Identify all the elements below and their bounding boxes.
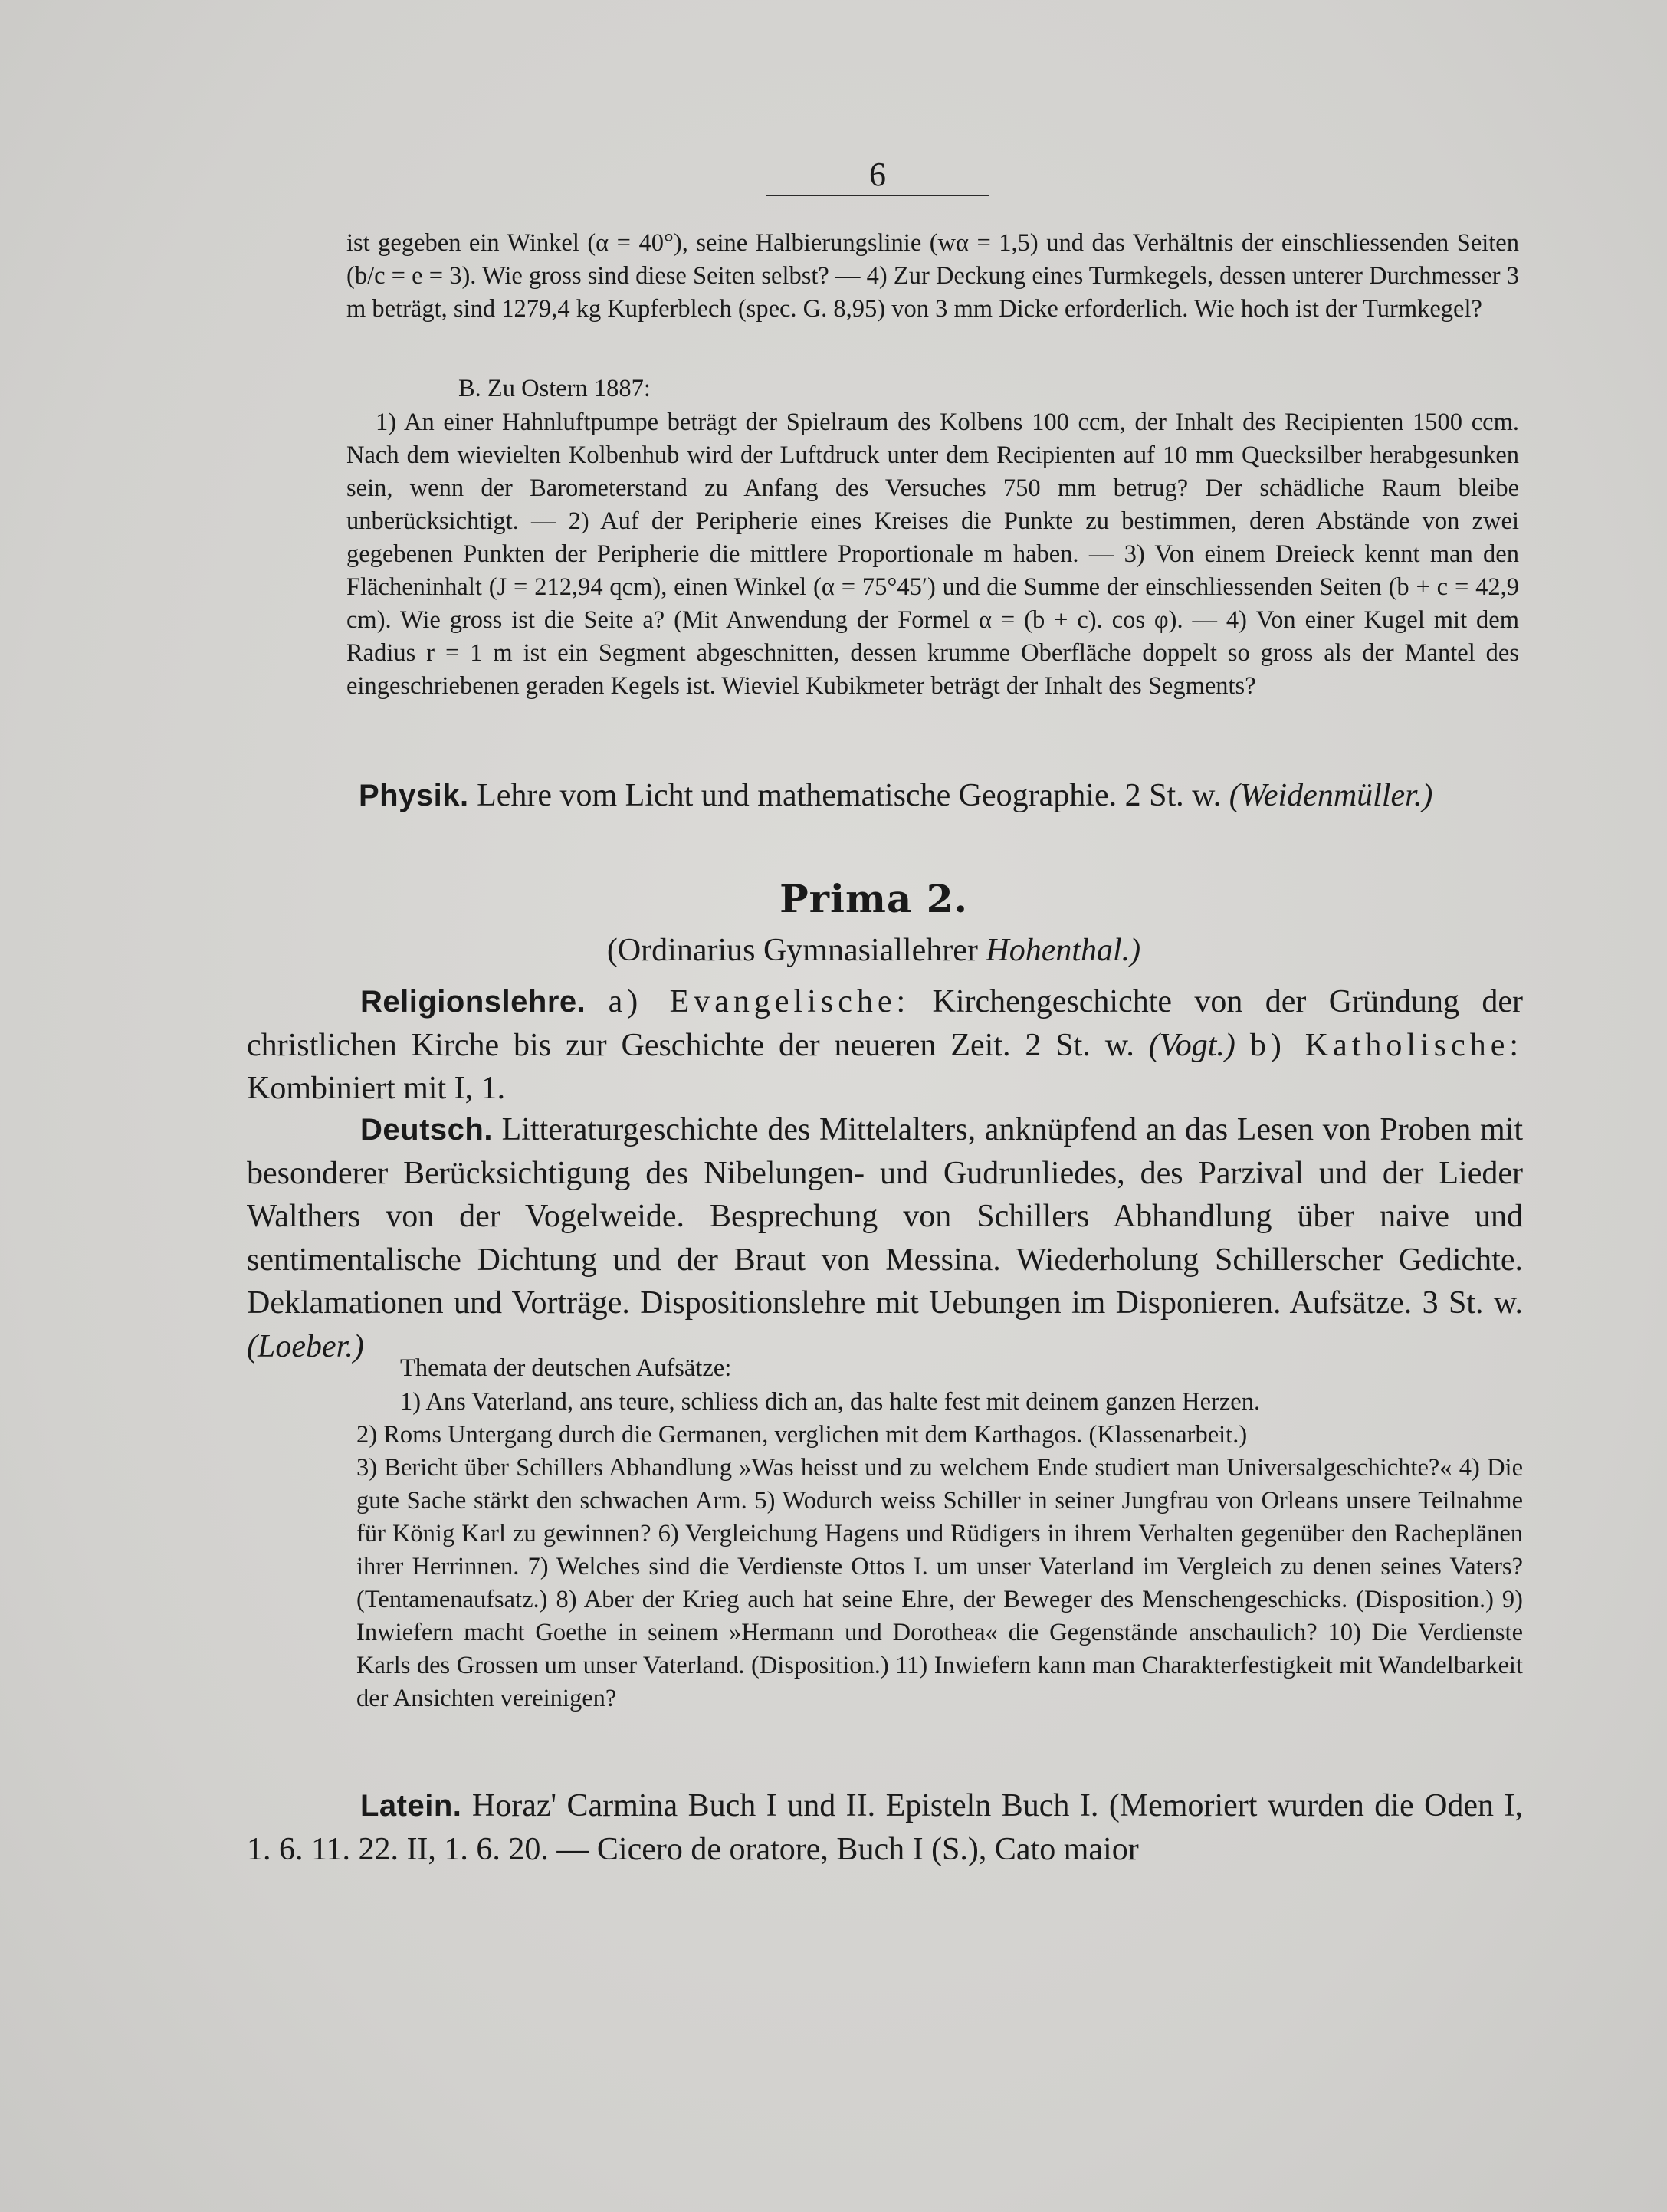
deutsch-text: Litteraturgeschichte des Mittelalters, anknüpfend an das Lesen von Proben mit besonderer Berücksichtigung des Nibelungen- und Gudrunliedes, des Parzival und der Lieder Walthers von der Vogelweide. Besprechung von Schillers Abhandlung über naive und sentimentalische Dichtung und der Braut von Messina. Wiederholung Schillerscher Gedichte. Deklamationen und Vorträge. Dispositionslehre mit Uebungen im Disponieren. Aufsätze. 3 St. w. [247,1112,1523,1321]
themata-item-2: 2) Roms Untergang durch die Germanen, verglichen mit dem Karthagos. (Klassenarbeit.) [356,1421,1248,1449]
ordinarius-name: Hohenthal.) [986,933,1141,968]
page-number: 6 [869,156,886,193]
latein-text: Horaz' Carmina Buch I und II. Episteln Buch I. (Memoriert wurden die Oden I, 1. 6. 11. 22. II, 1. 6. 20. — Cicero de oratore, Buch I (S.), Cato maior [247,1788,1524,1867]
religion-katholisch-text: Kombiniert mit I, 1. [247,1071,506,1106]
math-problem-continuation: ist gegeben ein Winkel (α = 40°), seine Halbierungslinie (wα = 1,5) und das Verhältnis der einschliessenden Seiten (b/c = e = 3). Wie gross sind diese Seiten selbst? — 4) Zur Deckung eines Turmkegels, dessen unterer Durchmesser 3 m beträgt, sind 1279,4 kg Kupferblech (spec. G. 8,95) von 3 mm Dicke erforderlich. Wie hoch ist der Turmkegel? [346,229,1519,323]
latein-label: Latein. [360,1789,462,1823]
themata-item-1: 1) Ans Vaterland, ans teure, schliess dich an, das halte fest mit deinem ganzen Herzen. [400,1388,1261,1416]
physik-paragraph [359,774,1524,818]
themata-heading: Themata der deutschen Aufsätze: [400,1354,732,1382]
religion-paragraph [247,980,1523,1111]
physik-teacher: (Weidenmüller.) [1229,778,1433,813]
deutsch-paragraph [247,1108,1523,1368]
deutsch-teacher: (Loeber.) [247,1328,364,1364]
religion-label: Religionslehre. [360,985,586,1019]
ostern-heading: B. Zu Ostern 1887: [458,375,651,402]
themata-items-3-11: 3) Bericht über Schillers Abhandlung »Was heisst und zu welchem Ende studiert man Universalgeschichte?« 4) Die gute Sache stärkt den schwachen Arm. 5) Wodurch weiss Schiller in seiner Jungfrau von Orleans unsere Teilnahme für König Karl zu gewinnen? 6) Vergleichung Hagens und Rüdigers in ihrem Verhalten gegenüber den Racheplänen ihrer Herrinnen. 7) Welches sind die Verdienste Ottos I. um unser Vaterland im Vergleich zu denen seines Vaters? (Tentamenaufsatz.) 8) Aber der Krieg auch hat seine Ehre, der Beweger des Menschengeschicks. (Disposition.) 9) Inwiefern macht Goethe in seinem »Hermann und Dorothea« die Gegenstände anschaulich? 10) Die Verdienste Karls des Grossen um unser Vaterland. (Disposition.) 11) Inwiefern kann man Charakterfestigkeit mit Wandelbarkeit der Ansichten vereinigen? [356,1454,1523,1712]
page-number-rule [766,195,989,196]
deutsch-label: Deutsch. [360,1113,493,1147]
section-title-prima-2: Prima 2. [779,876,968,921]
religion-katholisch-label: b) Katholische: [1249,1027,1524,1063]
religion-evangelisch-text: Kirchengeschichte von der Gründung der christlichen Kirche bis zur Geschichte der neueren Zeit. 2 St. w. [247,984,1524,1063]
religion-evangelisch-teacher: (Vogt.) [1148,1027,1235,1063]
ordinarius-prefix: (Ordinarius Gymnasiallehrer [606,933,978,968]
ordinarius-line [383,929,1364,973]
physik-text: Lehre vom Licht und mathematische Geographie. 2 St. w. [477,778,1222,813]
physik-label: Physik. [359,779,469,812]
religion-evangelisch-label: a) Evangelische: [608,984,911,1019]
latein-paragraph [247,1784,1523,1871]
ostern-problems: 1) An einer Hahnluftpumpe beträgt der Spielraum des Kolbens 100 ccm, der Inhalt des Recipienten 1500 ccm. Nach dem wievielten Kolbenhub wird der Luftdruck unter dem Recipienten auf 10 mm Quecksilber herabgesunken sein, wenn der Barometerstand zu Anfang des Versuches 750 mm betrug? Der schädliche Raum bleibe unberücksichtigt. — 2) Auf der Peripherie eines Kreises die Punkte zu bestimmen, deren Abstände von zwei gegebenen Punkten der Peripherie die mittlere Proportionale m haben. — 3) Von einem Dreieck kennt man den Flächeninhalt (J = 212,94 qcm), einen Winkel (α = 75°45′) und die Summe der einschliessenden Seiten (b + c = 42,9 cm). Wie gross ist die Seite a? (Mit Anwendung der Formel α = (b + c). cos φ). — 4) Von einer Kugel mit dem Radius r = 1 m ist ein Segment abgeschnitten, dessen krumme Oberfläche doppelt so gross als der Mantel des eingeschriebenen geraden Kegels ist. Wieviel Kubikmeter beträgt der Inhalt des Segments? [346,409,1519,700]
